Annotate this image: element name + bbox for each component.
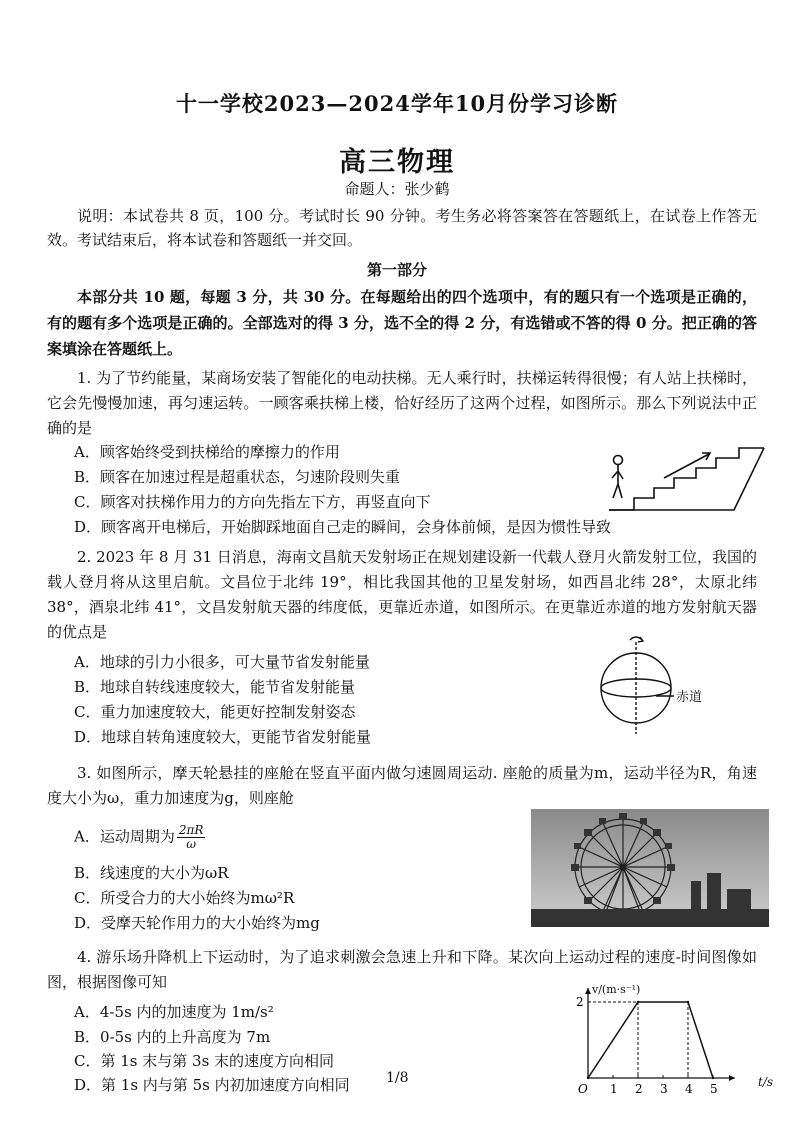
q1-option-d: D．顾客离开电梯后，开始脚踩地面自己走的瞬间，会身体前倾，是因为惯性导致 bbox=[74, 518, 612, 536]
q3-option-d: D．受摩天轮作用力的大小始终为mg bbox=[74, 914, 320, 932]
q2-stem: 2. 2023 年 8 月 31 日消息，海南文昌航天发射场正在规划建设新一代载人登月火箭发射工位，我国的载人登月将从这里启航。文昌位于北纬 19°，相比我国其他的卫星发射场，如西昌北纬 28°，太原北纬 38°，酒泉北纬 41°，文昌发射航天器的纬度低，更靠近赤道，如图所示。在更靠近赤道的地方发射航天器的优点是 bbox=[47, 548, 757, 641]
q4-stem: 4. 游乐场升降机上下运动时，为了追求刺激会急速上升和下降。某次向上运动过程的速度-时间图像如图，根据图像可知 bbox=[47, 948, 757, 991]
q4-option-a: A．4-5s 内的加速度为 1m/s² bbox=[74, 1003, 274, 1021]
author-line: 命题人：张少鹤 bbox=[344, 180, 450, 198]
chart-x-arrow bbox=[729, 1075, 735, 1081]
chart-x-tick-label: 1 bbox=[610, 1082, 618, 1096]
q1-option-c: C．顾客对扶梯作用力的方向先指左下方，再竖直向下 bbox=[74, 493, 431, 511]
instructions: 说明：本试卷共 8 页，100 分。考试时长 90 分钟。考生务必将答案答在答题纸上，在试卷上作答无效。考试结束后，将本试卷和答题纸一并交回。 bbox=[47, 207, 757, 249]
chart-data-point bbox=[637, 1001, 639, 1003]
q1-stem: 1. 为了节约能量，某商场安装了智能化的电动扶梯。无人乘行时，扶梯运转得很慢；有人站上扶梯时，它会先慢慢加速，再匀速运转。一顾客乘扶梯上楼，恰好经历了这两个过程，如图所示。那么下列说法中正确的是 bbox=[47, 369, 757, 437]
chart-x-tick-label: O bbox=[578, 1082, 588, 1096]
q2-option-a: A．地球的引力小很多，可大量节省发射能量 bbox=[74, 653, 370, 671]
chart-series-line bbox=[588, 1002, 713, 1078]
part-intro: 本部分共 10 题，每题 3 分，共 30 分。在每题给出的四个选项中，有的题只有一个选项是正确的，有的题有多个选项是正确的。全部选对的得 3 分，选不全的得 2 分，有选错或不答的得 0 分。把正确的答案填涂在答题纸上。 bbox=[47, 288, 757, 358]
q4-option-d: D．第 1s 内与第 5s 内初加速度方向相同 bbox=[74, 1076, 350, 1094]
escalator-figure bbox=[604, 438, 774, 514]
chart-data-point bbox=[587, 1077, 589, 1079]
q2-option-c: C．重力加速度较大，能更好控制发射姿态 bbox=[74, 703, 356, 721]
q2-option-d: D．地球自转角速度较大，更能节省发射能量 bbox=[74, 728, 372, 746]
q3-option-b: B．线速度的大小为ωR bbox=[74, 864, 229, 882]
chart-data-point bbox=[687, 1001, 689, 1003]
q1-option-a: A．顾客始终受到扶梯给的摩擦力的作用 bbox=[74, 443, 340, 461]
q3-option-c: C．所受合力的大小始终为mω²R bbox=[74, 889, 295, 907]
chart-x-tick-label: 4 bbox=[685, 1082, 693, 1096]
q3-option-a: A．运动周期为 $\frac{2\pi R}{\omega}$ bbox=[74, 823, 204, 851]
q4-option-b: B．0-5s 内的上升高度为 7m bbox=[74, 1028, 271, 1046]
chart-x-axis-label: t/s bbox=[758, 1075, 774, 1089]
part-title: 第一部分 bbox=[366, 261, 427, 279]
q2-option-b: B．地球自转线速度较大，能节省发射能量 bbox=[74, 678, 356, 696]
subject-title: 高三物理 bbox=[339, 147, 455, 178]
chart-x-tick-label: 3 bbox=[660, 1082, 668, 1096]
equator-label: 赤道 bbox=[676, 690, 703, 705]
q1-option-b: B．顾客在加速过程是超重状态，匀速阶段则失重 bbox=[74, 468, 401, 486]
chart-x-tick-label: 5 bbox=[710, 1082, 718, 1096]
exam-title: 十一学校2023—2024学年10月份学习诊断 bbox=[175, 91, 619, 116]
chart-data-point bbox=[712, 1077, 714, 1079]
ferris-wheel-photo bbox=[531, 809, 769, 927]
chart-y-arrow bbox=[585, 988, 591, 994]
page-number: 1/8 bbox=[386, 1070, 409, 1086]
period-fraction: $\frac{2\pi R}{\omega}$ bbox=[178, 823, 204, 851]
q3-stem: 3. 如图所示，摩天轮悬挂的座舱在竖直平面内做匀速圆周运动. 座舱的质量为m，运动半径为R，角速度大小为ω，重力加速度为g，则座舱 bbox=[47, 764, 757, 807]
q4-option-c: C．第 1s 末与第 3s 末的速度方向相同 bbox=[74, 1052, 335, 1070]
chart-y-axis-label: v/(m·s⁻¹) bbox=[592, 983, 641, 996]
earth-figure bbox=[596, 630, 716, 735]
chart-x-tick-label: 2 bbox=[635, 1082, 643, 1096]
chart-y-tick-label: 2 bbox=[576, 995, 584, 1009]
